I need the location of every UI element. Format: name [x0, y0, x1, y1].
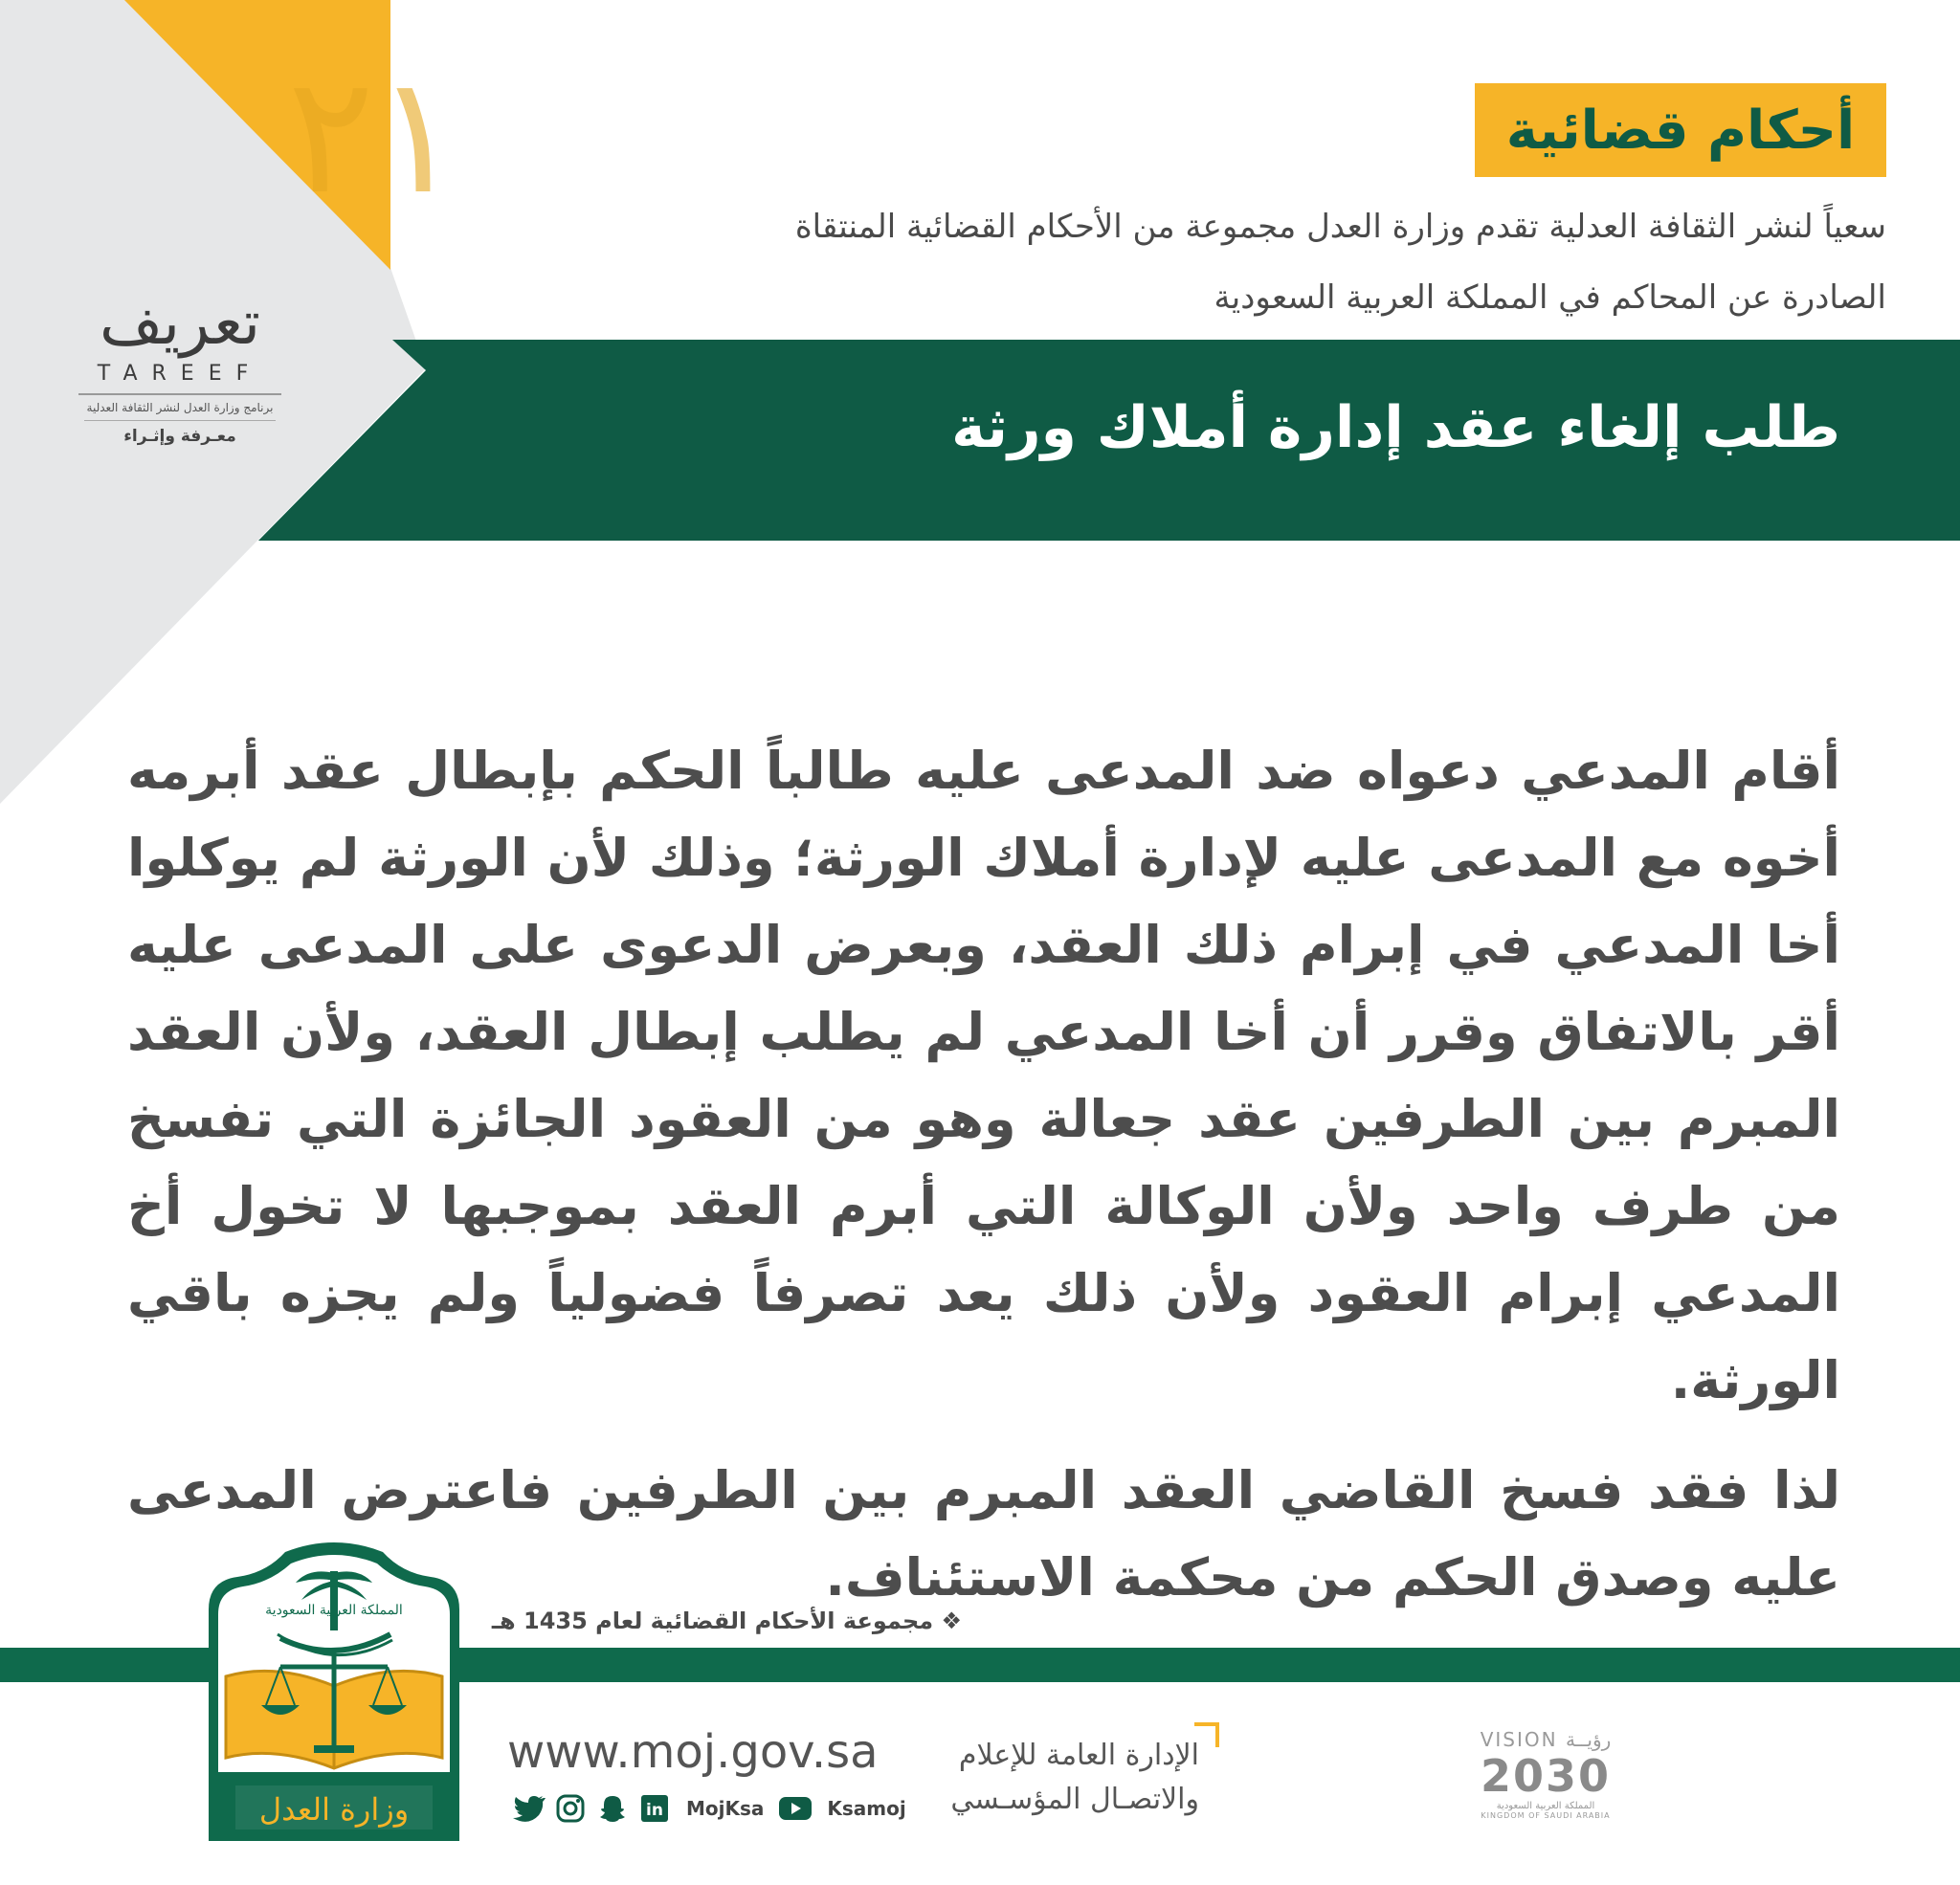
watermark-glyph: ٢١: [287, 41, 462, 231]
intro-line-1: سعياً لنشر الثقافة العدلية تقدم وزارة العدل مجموعة من الأحكام القضائية المنتقاة: [794, 208, 1886, 246]
intro-text: [794, 191, 1886, 333]
social-links: [512, 1791, 912, 1826]
logo-bottom-text: وزارة العدل: [258, 1791, 410, 1828]
snapchat-icon[interactable]: [596, 1792, 629, 1825]
vision-subtitle-en: KINGDOM OF SAUDI ARABIA: [1481, 1811, 1611, 1820]
case-body: [127, 727, 1840, 1621]
intro-line-2: الصادرة عن المحاكم في المملكة العربية السعودية: [1214, 278, 1886, 317]
section-badge-label: أحكام قضائية: [1505, 99, 1856, 162]
media-dept-line-2: والاتصـال المؤسـسي: [950, 1783, 1199, 1816]
tareef-divider-2: [84, 420, 276, 421]
twitter-icon[interactable]: [512, 1792, 545, 1825]
logo-top-text: المملكة العربية السعودية: [265, 1603, 403, 1618]
vision-number: 2030: [1480, 1750, 1612, 1802]
social-handle-1[interactable]: MojKsa: [686, 1797, 765, 1820]
tareef-arabic-wordmark: تعريف: [99, 288, 261, 359]
svg-text:in: in: [646, 1801, 663, 1820]
section-badge: [1475, 83, 1886, 177]
vision-label: VISION رؤيــة: [1480, 1728, 1612, 1751]
media-dept-line-1: الإدارة العامة للإعلام: [958, 1739, 1199, 1772]
media-department: [950, 1734, 1199, 1822]
ministry-of-justice-logo: [209, 1542, 459, 1841]
website-link[interactable]: www.moj.gov.sa: [507, 1725, 879, 1779]
tareef-subtitle: برنامج وزارة العدل لنشر الثقافة العدلية: [86, 401, 274, 414]
tareef-english-wordmark: TAREEF: [97, 362, 263, 386]
case-title: طلب إلغاء عقد إدارة أملاك ورثة: [951, 394, 1840, 461]
social-handle-2[interactable]: Ksamoj: [827, 1797, 906, 1820]
case-paragraph-2: لذا فقد فسخ القاضي العقد المبرم بين الطرفين فاعترض المدعى عليه وصدق الحكم من محكمة الاستئناف.: [127, 1460, 1840, 1608]
source-note: ❖ مجموعة الأحكام القضائية لعام 1435 هـ: [491, 1608, 962, 1634]
tareef-logo: [65, 287, 295, 446]
instagram-icon[interactable]: [554, 1792, 587, 1825]
youtube-icon[interactable]: [779, 1792, 812, 1825]
vision-subtitle-ar: المملكة العربية السعودية: [1496, 1801, 1595, 1811]
tareef-divider: [78, 393, 281, 395]
tareef-tagline: معـرفة وإثـراء: [123, 427, 236, 446]
linkedin-icon[interactable]: [638, 1792, 671, 1825]
vision-2030-logo: [1474, 1728, 1617, 1820]
case-paragraph-1: أقام المدعي دعواه ضد المدعى عليه طالباً الحكم بإبطال عقد أبرمه أخوه مع المدعى عليه لإدارة أملاك الورثة؛ وذلك لأن الورثة لم يوكلوا أخا المدعي في إبرام ذلك العقد، وبعرض الدعوى على المدعى عليه أقر بالاتفاق وقرر أن أخا المدعي لم يطلب إبطال العقد، ولأن العقد المبرم بين الطرفين عقد جعالة وهو من العقود الجائزة التي تفسخ من طرف واحد ولأن الوكالة التي أبرم العقد بموجبها لا تخول أخ المدعي إبرام العقود ولأن ذلك يعد تصرفاً فضولياً ولم يجزه باقي الورثة.: [127, 741, 1840, 1410]
